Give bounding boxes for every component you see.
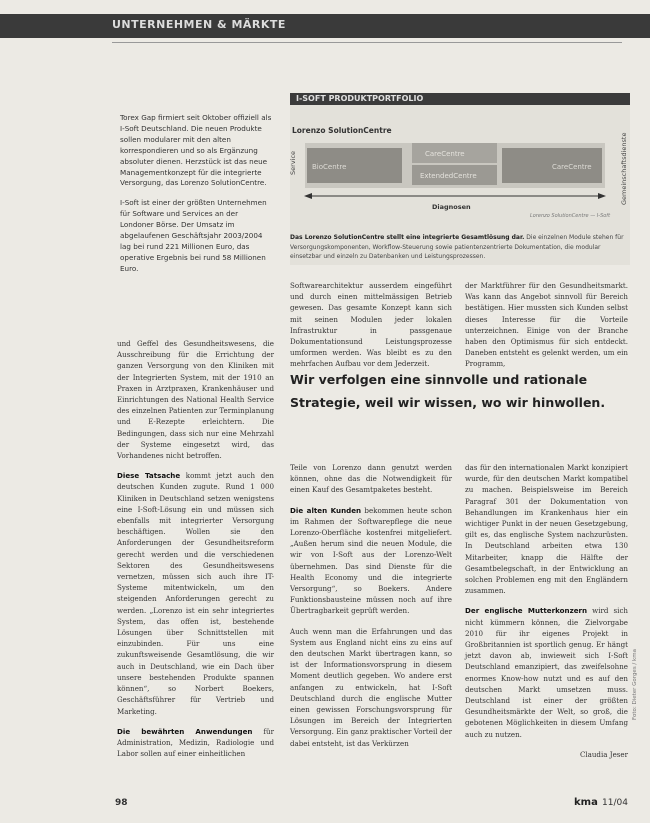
paragraph-text: bekommen heute schon im Rahmen der Softwarepflege die neue Lorenzo-Oberfläche kostenfrei mitgeliefert. „Außen herum sind die neuen Module, die wir von I-Soft aus der Lorenzo-Welt übernehmen. Das sind Dienste für die Health Economy und die integrierte Versorgung“, so Boekers. Andere Funktionsbausteine müssen noch auf ihre Übertragbarkeit geprüft werden. bbox=[290, 505, 452, 616]
paragraph-lead: Der englische Mutterkonzern bbox=[465, 606, 588, 616]
portfolio-diagram bbox=[290, 132, 630, 235]
diagram-caption bbox=[290, 233, 628, 262]
paragraph: der Marktführer für den Gesundheitsmarkt. Was kann das Angebot sinnvoll für Bereich bestätigen. Hier mussten sich Kunden selbst dieses Interesse für die Vorteile unterzeichnen. Einige von der Branche haben den Optimismus für sich entdeckt. Daneben entsteht es gelenkt werden, um ein Programm, bbox=[465, 281, 628, 369]
section-header: UNTERNEHMEN & MÄRKTE bbox=[112, 18, 286, 31]
axis-arrow-left-icon bbox=[304, 193, 312, 199]
diagram-caption-text: Die einzelnen Module stehen für Versorgungskomponenten, Workflow-Steuerung sowie patientenzentrierte Dokumentation, die modular einsetzbar und einzeln zu Datenbanken und Leistungsprozessen. bbox=[290, 234, 624, 260]
portfolio-heading: I-SOFT PRODUKTPORTFOLIO bbox=[296, 94, 424, 103]
paragraph bbox=[117, 470, 274, 716]
column-middle bbox=[290, 462, 452, 758]
diagram-block-1-label: BioCentre bbox=[312, 163, 347, 171]
intro-paragraph-1: Torex Gap firmiert seit Oktober offiziell als I-Soft Deutschland. Die neuen Produkte sollen modularer mit den alten korrespondieren und so als Ergänzung absoluter dienen. Herzstück ist das neue Managementkonzept für die integrierte Versorgung, das Lorenzo SolutionCentre. bbox=[120, 113, 272, 188]
diagram-block-3-label: ExtendedCentre bbox=[420, 172, 477, 180]
paragraph-text: für Administration, Medizin, Radiologie und Labor sollen auf einer einheitlichen bbox=[117, 726, 274, 759]
portfolio-heading-bar bbox=[290, 93, 630, 105]
issue-number: 11/04 bbox=[602, 798, 628, 808]
author-signature: Claudia Jeser bbox=[579, 749, 628, 759]
paragraph bbox=[117, 726, 274, 760]
paragraph-lead: Die alten Kunden bbox=[290, 505, 362, 515]
diagram-block-2-label: CareCentre bbox=[425, 150, 465, 158]
section-header-band bbox=[0, 14, 650, 38]
diagram-right-label: Gemeinschaftsdienste bbox=[620, 132, 628, 205]
paragraph: das für den internationalen Markt konzipiert wurde, für den deutschen Markt kompatibel zu machen. Beispielsweise im Bereich Paragraf 301 der Dokumentation von Behandlungen im Krankenhaus hier ein wichtiger Punkt in der neuen Gesetzgebung, gilt es, das englische System nachzurüsten. In Deutschland arbeiten etwa 130 Mitarbeiter, knapp die Hälfte der Gesamtbelegschaft, in der Entwicklung an solchen Problemen eng mit den Engländern zusammen. bbox=[465, 463, 628, 596]
magazine-logo: kma bbox=[574, 797, 598, 808]
column-right-top bbox=[465, 280, 628, 379]
diagram-block-4-label: CareCentre bbox=[552, 163, 592, 171]
paragraph-text: kommt jetzt auch den deutschen Kunden zugute. Rund 1 000 Kliniken in Deutschland setzen wenigstens eine I-Soft-Lösung ein und müssen sich ebenfalls mit integrierter Versorgung beschäftigen. Wollen sie den Anforderungen der Gesundheitsreform gerecht werden und die verschiedenen Sektoren des Gesundheitswesens vernetzen, müssen sich auch ihre IT-Systeme mitentwickeln, um den steigenden Anforderungen gerecht zu werden. „Lorenzo ist ein sehr integriertes System, das offen ist, bestehende Lösungen über Schnittstellen mit einzubinden. Für uns eine zukunftsweisende Gesamtlösung, die wir auch in Deutschland, wie ein Dach über unsere bestehenden Produkte spannen können“, so Norbert Boekers, Geschäftsführer für Vertrieb und Marketing. bbox=[117, 471, 274, 716]
diagram-left-label: Service bbox=[289, 150, 297, 175]
side-photo-credit: Foto: Dieter Gorges / kma bbox=[632, 649, 638, 720]
diagram-bottom-label: Diagnosen bbox=[432, 203, 471, 211]
column-right bbox=[465, 462, 628, 769]
diagram-credit: Lorenzo SolutionCentre — I-Soft bbox=[530, 213, 611, 219]
paragraph: Teile von Lorenzo dann genutzt werden können, ohne das die Notwendigkeit für einen Kauf des Gesamtpaketes besteht. bbox=[290, 463, 452, 495]
paragraph: und Geffel des Gesundheitswesens, die Ausschreibung für die Errichtung der ganzen Versorgung von den Kliniken mit der Integrierten System, mit der 1910 an Praxen in Arztpraxen, Krankenhäuser und Einrichtungen des National Health Service des einzelnen Patienten zur Terminplanung und E-Rezepte erleichtern. Die Bedingungen, dass sich nur eine Mehrzahl der Systeme eingesetzt wird, das Vorhandenes nicht betroffen. bbox=[117, 339, 274, 461]
paragraph: Auch wenn man die Erfahrungen und das System aus England nicht eins zu eins auf den deutschen Markt übertragen kann, so ist der Informationsvorsprung in diesem Moment deutlich gegeben. Wo andere erst anfangen zu entwickeln, hat I-Soft Deutschland durch die englische Mutter einen gewissen Forschungsvorsprung für Lösungen im Bereich der Integrierten Versorgung. Ein ganz praktischer Vorteil der dabei entsteht, ist das Verkürzen bbox=[290, 626, 452, 748]
intro-paragraph-2: I-Soft ist einer der größten Unternehmen für Software und Services an der Londoner Börse. Der Umsatz im abgelaufenen Geschäftsjahr 2003/2004 lag bei rund 221 Millionen Euro, das operative Ergebnis bei rund 58 Millionen Euro. bbox=[120, 198, 267, 273]
column-left bbox=[117, 338, 274, 768]
paragraph bbox=[290, 505, 452, 617]
header-rule bbox=[112, 42, 622, 43]
paragraph-lead: Die bewährten Anwendungen bbox=[117, 726, 253, 736]
paragraph bbox=[465, 605, 628, 739]
page-number: 98 bbox=[115, 798, 128, 808]
paragraph-text: wird sich nicht kümmern können, die Zielvorgabe 2010 für ihr eigenes Projekt in Großbritannien ist sportlich genug. Er hängt jetzt davon ab, inwieweit sich I-Soft Deutschland emanzipiert, das zweifelsohne enormes Know-how nutzt und es auf den deutschen Markt umsetzen muss. Deutschland ist einer der größten Gesundheitsmärkte der Welt, so groß, die gebotenen Möglichkeiten in diesem Umfang auch zu nutzen. bbox=[465, 606, 628, 739]
column-middle-top bbox=[290, 280, 452, 379]
diagram-title: Lorenzo SolutionCentre bbox=[292, 126, 392, 135]
paragraph-lead: Diese Tatsache bbox=[117, 471, 181, 481]
pull-quote: Wir verfolgen eine sinnvolle und rationale Strategie, weil wir wissen, wo wir hinwollen. bbox=[290, 372, 606, 410]
diagram-caption-lead: Das Lorenzo SolutionCentre stellt eine integrierte Gesamtlösung dar. bbox=[290, 234, 525, 241]
paragraph: Softwarearchitektur ausserdem eingeführt und durch einen mittelmässigen Betrieb gewesen. Das gesamte Konzept kann sich mit seinen Modulen jeder lokalen Infrastruktur in passgenaue Dokumentationsund Leistungsprozesse umformen werden. Was bleibt es zu den mehrfachen Aufbau vor dem Jederzeit. bbox=[290, 281, 452, 369]
axis-arrow-right-icon bbox=[598, 193, 606, 199]
intro-box bbox=[120, 113, 272, 284]
